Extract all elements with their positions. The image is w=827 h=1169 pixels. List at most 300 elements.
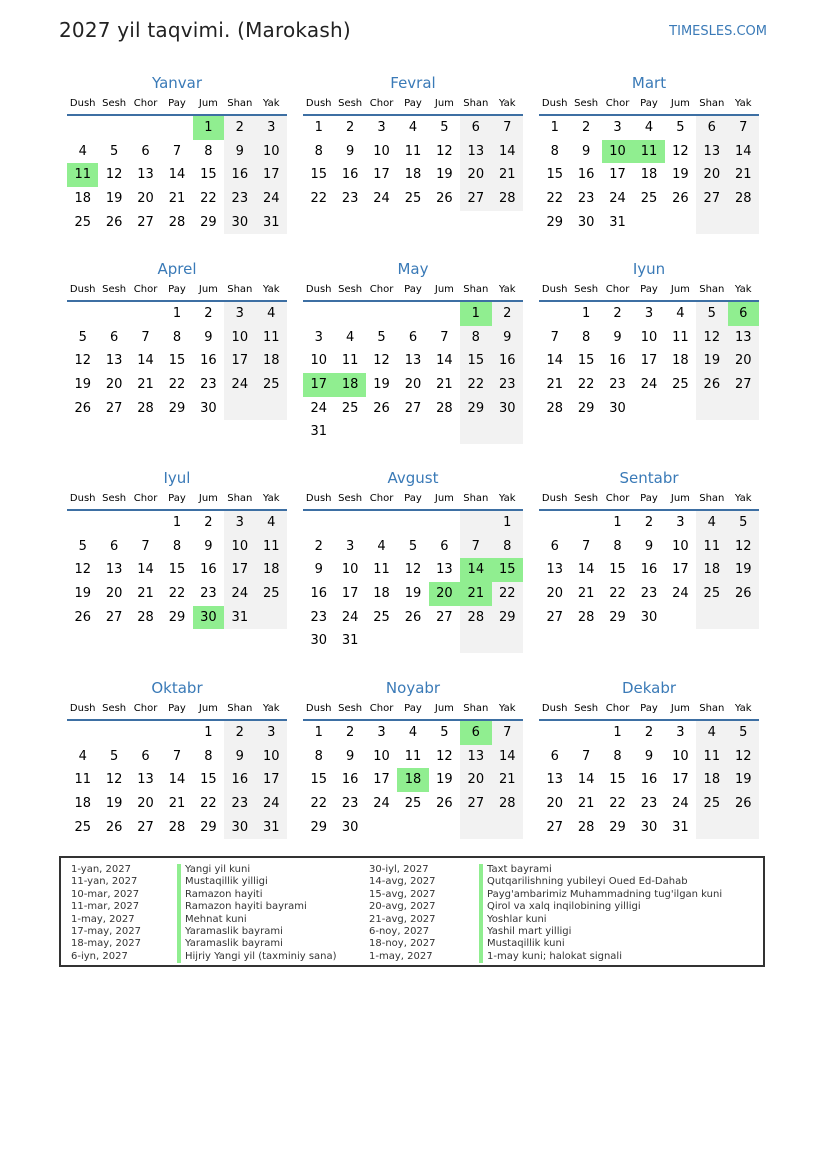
day-cell: 11	[696, 535, 727, 559]
day-cell: 22	[168, 586, 186, 602]
day-cell: 4	[408, 725, 418, 740]
holiday-day-cell: 1	[193, 116, 224, 140]
day-cell: 29	[609, 609, 626, 625]
day-cell: 19	[74, 377, 91, 393]
day-cell: 2	[644, 725, 654, 740]
day-cell: 28	[137, 400, 154, 416]
day-cell: 13	[546, 772, 563, 788]
day-cell: 22	[200, 796, 217, 812]
day-cell: 17	[672, 772, 689, 788]
empty-cell	[665, 606, 696, 630]
day-cell: 7	[460, 535, 491, 559]
legend-holiday-name: Ramazon hayiti	[177, 889, 337, 901]
day-cell: 8	[550, 143, 559, 159]
day-cell: 20	[404, 377, 422, 393]
day-cell: 14	[492, 140, 523, 164]
empty-cell	[460, 629, 491, 653]
day-cell: 1	[550, 120, 559, 135]
weekday-label: Dush	[541, 284, 568, 295]
day-cell: 2	[644, 515, 654, 530]
day-cell: 21	[492, 768, 523, 792]
weekday-label: Yak	[734, 98, 752, 109]
day-cell: 23	[577, 191, 595, 207]
empty-cell	[492, 629, 523, 653]
day-cell: 20	[105, 586, 123, 602]
day-cell: 28	[492, 792, 523, 816]
day-cell: 12	[373, 353, 390, 369]
weekday-label: Sesh	[338, 703, 363, 714]
empty-cell	[539, 721, 570, 745]
day-cell: 25	[373, 609, 390, 625]
legend-holiday-name: 1-may kuni; halokat signali	[479, 951, 722, 963]
day-cell: 9	[644, 748, 654, 764]
day-cell: 27	[696, 187, 727, 211]
weekday-label: Dush	[541, 703, 568, 714]
empty-cell	[130, 302, 161, 326]
weekday-label: Chor	[133, 703, 158, 714]
day-cell: 4	[696, 511, 727, 535]
legend-names-left	[177, 864, 337, 963]
legend-date: 10-mar, 2027	[71, 888, 140, 900]
day-cell: 22	[310, 191, 327, 207]
day-cell: 6	[408, 329, 418, 345]
empty-cell	[696, 816, 727, 840]
day-cell: 30	[310, 633, 327, 649]
day-grid	[303, 721, 523, 839]
weekday-header	[539, 280, 759, 302]
day-cell: 12	[728, 745, 759, 769]
weekday-label: Dush	[305, 284, 332, 295]
holiday-day-cell: 6	[460, 721, 491, 745]
day-cell: 15	[577, 353, 595, 369]
weekday-label: Jum	[434, 493, 454, 504]
day-grid	[539, 302, 759, 420]
weekday-header	[539, 94, 759, 116]
day-cell: 29	[460, 397, 491, 421]
day-cell: 23	[224, 187, 255, 211]
day-cell: 5	[676, 120, 685, 135]
weekday-label: Shan	[699, 98, 725, 109]
day-cell: 20	[546, 796, 563, 812]
day-cell: 11	[74, 772, 91, 788]
day-cell: 3	[377, 120, 386, 135]
weekday-label: Chor	[133, 284, 158, 295]
month-name: May	[397, 260, 429, 278]
weekday-label: Yak	[734, 703, 752, 714]
day-cell: 30	[609, 400, 626, 416]
day-cell: 28	[492, 187, 523, 211]
empty-cell	[397, 629, 428, 653]
month-sentabr	[539, 467, 759, 629]
weekday-label: Sesh	[102, 284, 127, 295]
day-cell: 23	[640, 586, 658, 602]
day-cell: 14	[546, 353, 563, 369]
day-cell: 29	[200, 214, 217, 230]
day-cell: 22	[168, 377, 186, 393]
day-cell: 31	[224, 606, 255, 630]
day-cell: 16	[609, 353, 626, 369]
weekday-label: Jum	[670, 493, 690, 504]
day-cell: 17	[256, 163, 287, 187]
month-aprel	[67, 258, 287, 420]
day-cell: 9	[581, 143, 591, 159]
day-cell: 24	[310, 400, 327, 416]
day-cell: 28	[137, 609, 154, 625]
page-title: 2027 yil taqvimi. (Marokash)	[59, 18, 351, 42]
day-cell: 25	[696, 582, 727, 606]
day-cell: 29	[577, 400, 595, 416]
day-cell: 1	[314, 725, 323, 740]
weekday-label: Jum	[434, 284, 454, 295]
day-cell: 24	[609, 191, 626, 207]
day-cell: 6	[550, 538, 559, 554]
day-cell: 31	[672, 819, 689, 835]
day-cell: 26	[436, 796, 453, 812]
empty-cell	[728, 397, 759, 421]
day-cell: 2	[581, 120, 591, 135]
weekday-label: Pay	[404, 703, 422, 714]
legend-date: 15-avg, 2027	[369, 888, 436, 900]
empty-cell	[665, 211, 696, 235]
day-cell: 4	[256, 511, 287, 535]
day-cell: 12	[728, 535, 759, 559]
day-cell: 12	[696, 326, 727, 350]
legend-names-right	[479, 864, 722, 963]
empty-cell	[460, 420, 491, 444]
day-cell: 28	[460, 606, 491, 630]
day-cell: 21	[137, 377, 154, 393]
day-cell: 13	[105, 562, 123, 578]
day-cell: 4	[676, 306, 685, 321]
empty-cell	[256, 606, 287, 630]
day-cell: 16	[200, 353, 217, 369]
day-cell: 9	[644, 538, 654, 554]
day-cell: 7	[492, 116, 523, 140]
day-cell: 24	[672, 586, 689, 602]
day-cell: 2	[613, 306, 622, 321]
day-cell: 27	[436, 609, 453, 625]
weekday-label: Pay	[640, 493, 658, 504]
month-name: Dekabr	[621, 679, 677, 697]
day-cell: 8	[172, 329, 182, 345]
day-cell: 31	[341, 633, 359, 649]
legend-date: 18-may, 2027	[71, 938, 141, 950]
legend-holiday-name: Mustaqillik yilligi	[177, 876, 337, 888]
day-cell: 8	[314, 143, 323, 159]
day-cell: 10	[672, 748, 689, 764]
day-cell: 2	[345, 725, 355, 740]
day-cell: 7	[141, 329, 150, 345]
weekday-label: Shan	[227, 98, 253, 109]
empty-cell	[728, 211, 759, 235]
day-cell: 7	[172, 143, 182, 159]
empty-cell	[334, 420, 365, 444]
day-cell: 26	[728, 792, 759, 816]
legend-date: 30-iyl, 2027	[369, 864, 429, 875]
legend-date: 1-may, 2027	[369, 950, 433, 962]
day-cell: 29	[546, 214, 563, 230]
day-cell: 7	[492, 721, 523, 745]
weekday-header	[303, 699, 523, 721]
empty-cell	[67, 511, 98, 535]
weekday-label: Yak	[498, 493, 516, 504]
day-cell: 4	[345, 329, 355, 345]
day-cell: 1	[613, 515, 622, 530]
day-cell: 4	[696, 721, 727, 745]
holiday-day-cell: 11	[633, 140, 664, 164]
day-cell: 16	[341, 167, 359, 183]
day-cell: 17	[341, 586, 359, 602]
day-cell: 30	[640, 819, 658, 835]
month-avgust	[303, 467, 523, 653]
empty-cell	[366, 629, 397, 653]
empty-cell	[633, 397, 664, 421]
day-cell: 28	[436, 400, 453, 416]
day-cell: 31	[609, 214, 626, 230]
day-cell: 13	[460, 745, 491, 769]
day-cell: 4	[78, 143, 87, 159]
day-cell: 12	[672, 143, 689, 159]
empty-cell	[728, 606, 759, 630]
weekday-label: Dush	[541, 493, 568, 504]
weekday-label: Yak	[262, 98, 280, 109]
day-cell: 1	[613, 725, 622, 740]
day-cell: 29	[200, 819, 217, 835]
day-cell: 7	[581, 748, 591, 764]
weekday-label: Shan	[463, 493, 489, 504]
day-cell: 18	[404, 167, 422, 183]
empty-cell	[98, 302, 129, 326]
weekday-label: Chor	[369, 703, 394, 714]
weekday-header	[539, 699, 759, 721]
weekday-label: Dush	[69, 284, 96, 295]
empty-cell	[366, 420, 397, 444]
day-cell: 21	[492, 163, 523, 187]
month-noyabr	[303, 677, 523, 839]
day-cell: 19	[672, 167, 689, 183]
empty-cell	[161, 116, 192, 140]
month-name: Iyun	[632, 260, 666, 278]
day-cell: 3	[256, 721, 287, 745]
day-cell: 22	[609, 796, 626, 812]
month-iyul	[67, 467, 287, 629]
month-oktabr	[67, 677, 287, 839]
weekday-label: Sesh	[338, 98, 363, 109]
empty-cell	[67, 302, 98, 326]
weekday-label: Dush	[69, 493, 96, 504]
empty-cell	[492, 816, 523, 840]
day-cell: 21	[436, 377, 453, 393]
holiday-day-cell: 15	[492, 558, 523, 582]
weekday-label: Sesh	[574, 98, 599, 109]
day-cell: 15	[200, 167, 217, 183]
day-cell: 14	[168, 772, 186, 788]
empty-cell	[334, 511, 365, 535]
day-cell: 1	[172, 306, 182, 321]
holiday-day-cell: 20	[429, 582, 460, 606]
empty-cell	[303, 511, 334, 535]
day-cell: 14	[728, 140, 759, 164]
day-cell: 22	[460, 373, 491, 397]
empty-cell	[98, 721, 129, 745]
legend-holiday-name: Qutqarilishning yubileyi Oued Ed-Dahab	[479, 876, 722, 888]
day-cell: 27	[105, 609, 123, 625]
day-cell: 6	[460, 116, 491, 140]
empty-cell	[429, 816, 460, 840]
day-cell: 5	[696, 302, 727, 326]
legend-holiday-name: Yaramaslik bayrami	[177, 938, 337, 950]
weekday-label: Shan	[227, 284, 253, 295]
day-cell: 19	[436, 772, 453, 788]
month-fevral	[303, 72, 523, 211]
legend-dates-left	[71, 864, 141, 963]
day-cell: 7	[141, 538, 150, 554]
empty-cell	[728, 816, 759, 840]
day-cell: 18	[696, 768, 727, 792]
day-cell: 2	[204, 306, 213, 321]
weekday-header	[303, 280, 523, 302]
day-cell: 2	[314, 538, 323, 554]
month-may	[303, 258, 523, 444]
day-cell: 24	[341, 609, 359, 625]
empty-cell	[98, 511, 129, 535]
day-cell: 14	[436, 353, 453, 369]
day-cell: 23	[341, 191, 359, 207]
day-cell: 28	[577, 609, 595, 625]
day-cell: 23	[609, 377, 626, 393]
day-cell: 16	[341, 772, 359, 788]
month-name: Fevral	[390, 74, 436, 92]
day-cell: 8	[204, 748, 213, 764]
day-cell: 10	[310, 353, 327, 369]
day-cell: 8	[581, 329, 591, 345]
month-name: Yanvar	[151, 74, 203, 92]
day-grid	[303, 511, 523, 653]
day-cell: 21	[137, 586, 154, 602]
holiday-day-cell: 11	[67, 163, 98, 187]
weekday-label: Yak	[262, 703, 280, 714]
day-cell: 25	[74, 214, 91, 230]
empty-cell	[67, 116, 98, 140]
empty-cell	[161, 721, 192, 745]
legend-date: 1-yan, 2027	[71, 864, 131, 875]
day-cell: 24	[256, 187, 287, 211]
day-cell: 5	[377, 329, 386, 345]
day-cell: 24	[672, 796, 689, 812]
day-cell: 16	[224, 768, 255, 792]
legend-date: 6-noy, 2027	[369, 925, 430, 937]
day-cell: 2	[492, 302, 523, 326]
weekday-label: Shan	[227, 493, 253, 504]
day-cell: 1	[492, 511, 523, 535]
day-cell: 24	[640, 377, 658, 393]
day-cell: 19	[74, 586, 91, 602]
day-cell: 24	[224, 582, 255, 606]
day-cell: 27	[546, 819, 563, 835]
day-grid	[67, 721, 287, 839]
weekday-label: Pay	[640, 284, 658, 295]
legend-holiday-name: Payg'ambarimiz Muhammadning tug'ilgan kuni	[479, 889, 722, 901]
day-cell: 18	[256, 558, 287, 582]
holiday-day-cell: 1	[460, 302, 491, 326]
day-cell: 22	[200, 191, 217, 207]
day-cell: 19	[696, 349, 727, 373]
holiday-legend	[59, 856, 765, 967]
weekday-label: Shan	[699, 284, 725, 295]
day-cell: 15	[609, 562, 626, 578]
day-cell: 25	[404, 796, 422, 812]
day-cell: 30	[224, 816, 255, 840]
empty-cell	[696, 211, 727, 235]
day-cell: 18	[74, 191, 91, 207]
day-cell: 14	[492, 745, 523, 769]
legend-holiday-name: Yoshlar kuni	[479, 914, 722, 926]
day-cell: 3	[613, 120, 622, 135]
weekday-label: Yak	[262, 284, 280, 295]
day-cell: 30	[341, 819, 359, 835]
day-cell: 28	[728, 187, 759, 211]
day-cell: 19	[436, 167, 453, 183]
day-cell: 18	[696, 558, 727, 582]
day-cell: 2	[345, 120, 355, 135]
day-cell: 20	[460, 768, 491, 792]
weekday-label: Dush	[69, 98, 96, 109]
day-cell: 24	[224, 373, 255, 397]
day-cell: 2	[224, 116, 255, 140]
day-cell: 11	[672, 329, 689, 345]
legend-date: 20-avg, 2027	[369, 901, 436, 913]
empty-cell	[429, 629, 460, 653]
day-cell: 12	[404, 562, 422, 578]
month-dekabr	[539, 677, 759, 839]
day-cell: 29	[168, 400, 186, 416]
day-cell: 6	[550, 748, 559, 764]
day-cell: 30	[640, 609, 658, 625]
weekday-label: Chor	[133, 493, 158, 504]
day-cell: 13	[460, 140, 491, 164]
day-cell: 13	[137, 167, 154, 183]
weekday-label: Jum	[670, 284, 690, 295]
day-cell: 28	[546, 400, 563, 416]
empty-cell	[492, 420, 523, 444]
weekday-label: Shan	[463, 703, 489, 714]
day-cell: 25	[640, 191, 658, 207]
day-cell: 6	[109, 329, 119, 345]
day-cell: 24	[373, 191, 390, 207]
month-name: Mart	[631, 74, 667, 92]
day-cell: 5	[78, 538, 87, 554]
day-cell: 15	[168, 353, 186, 369]
site-link[interactable]: TIMESLES.COM	[669, 24, 767, 39]
day-cell: 13	[105, 353, 123, 369]
weekday-header	[67, 94, 287, 116]
empty-cell	[429, 511, 460, 535]
day-cell: 15	[546, 167, 563, 183]
weekday-label: Chor	[605, 493, 630, 504]
day-cell: 2	[204, 515, 213, 530]
month-mart	[539, 72, 759, 234]
weekday-label: Pay	[404, 493, 422, 504]
day-cell: 27	[460, 187, 491, 211]
day-grid	[67, 511, 287, 629]
day-cell: 9	[224, 745, 255, 769]
day-cell: 17	[256, 768, 287, 792]
day-cell: 10	[224, 326, 255, 350]
empty-cell	[130, 116, 161, 140]
day-cell: 4	[377, 538, 386, 554]
day-cell: 11	[256, 535, 287, 559]
day-cell: 4	[78, 748, 87, 764]
